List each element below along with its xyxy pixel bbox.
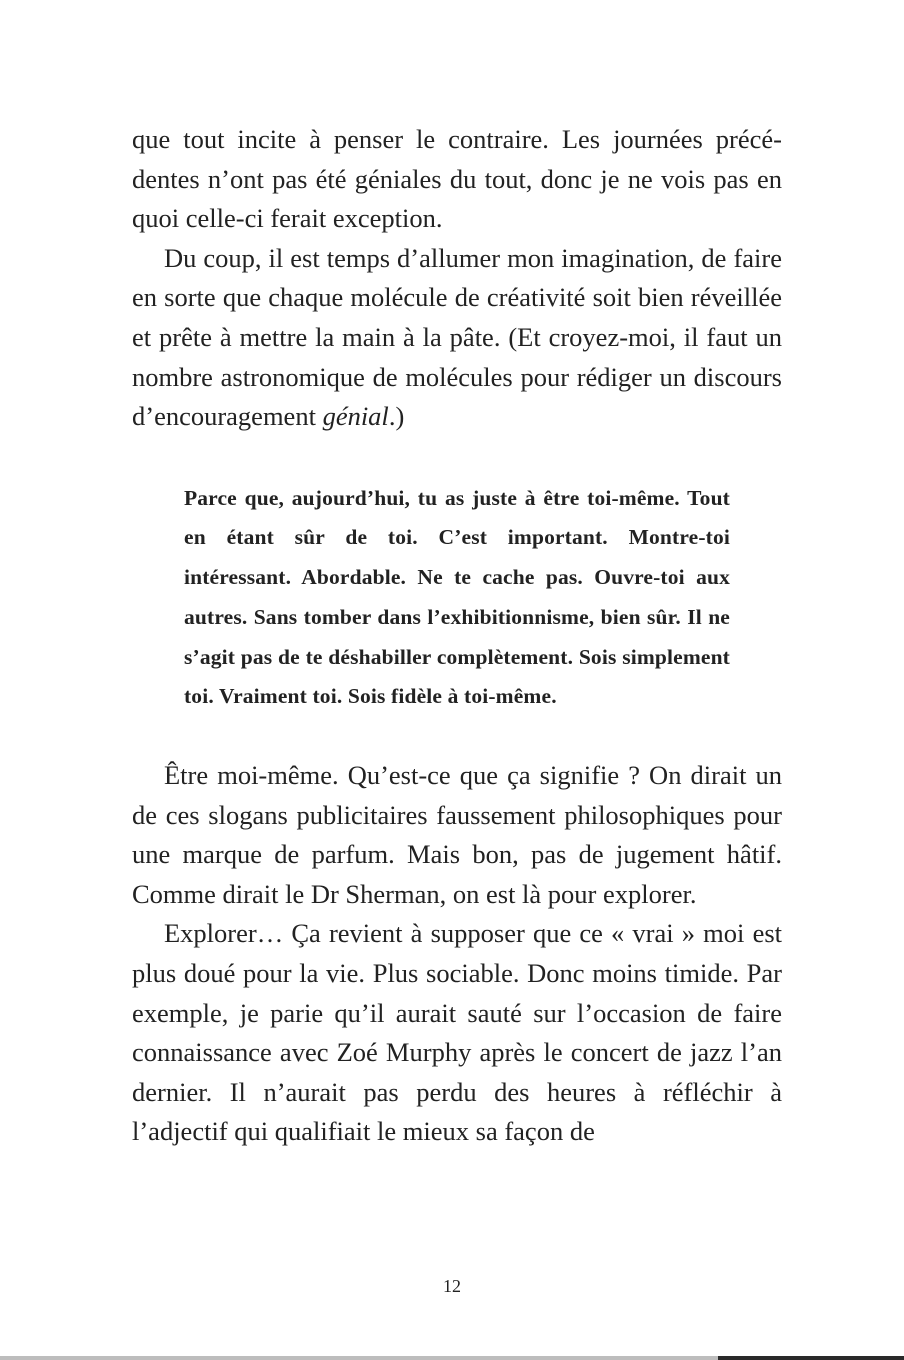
- paragraph-2: [132, 239, 782, 437]
- paragraph-1: que tout incite à penser le contraire. Les journées précédentes n’ont pas été géniales du tout, donc je ne vois pas en quoi celle-ci ferait exception.: [132, 124, 782, 234]
- page-number: 12: [443, 1276, 461, 1296]
- paragraph-4: Explorer… Ça revient à supposer que ce « vrai » moi est plus doué pour la vie. Plus sociable. Donc moins timide. Par exemple, je parie qu’il aurait sauté sur l’occasion de faire connaissance avec Zoé Murphy après le concert de jazz l’an dernier. Il n’aurait pas perdu des heures à réfléchir à l’adjectif qui qualifiait le mieux sa façon de: [132, 918, 782, 1147]
- paragraph-2-end: .): [388, 401, 405, 432]
- paragraph-3: Être moi-même. Qu’est-ce que ça signifie ? On dirait un de ces slogans publicitaires faussement philosophiques pour une marque de parfum. Mais bon, pas de jugement hâtif. Comme dirait le Dr Sherman, on est là pour explorer.: [132, 759, 782, 909]
- paragraph-2-italic: génial: [322, 401, 389, 432]
- page-body: [132, 120, 782, 1152]
- block-quote: Parce que, aujourd’hui, tu as juste à être toi-même. Tout en étant sûr de toi. C’est important. Montre-toi intéressant. Abordable. Ne te cache pas. Ouvre-toi aux autres. Sans tomber dans l’exhibitionnisme, bien sûr. Il ne s’agit pas de te déshabiller complètement. Sois simplement toi. Vraiment toi. Sois fidèle à toi-même.: [184, 485, 730, 709]
- reader-progress-segment: [718, 1356, 904, 1360]
- paragraph-2-text: Du coup, il est temps d’allumer mon imagination, de faire en sorte que chaque molécule de créativité soit bien réveillée et prête à mettre la main à la pâte. (Et croyez-moi, il faut un nombre astronomique de molécules pour rédiger un discours d’encouragement: [132, 242, 782, 432]
